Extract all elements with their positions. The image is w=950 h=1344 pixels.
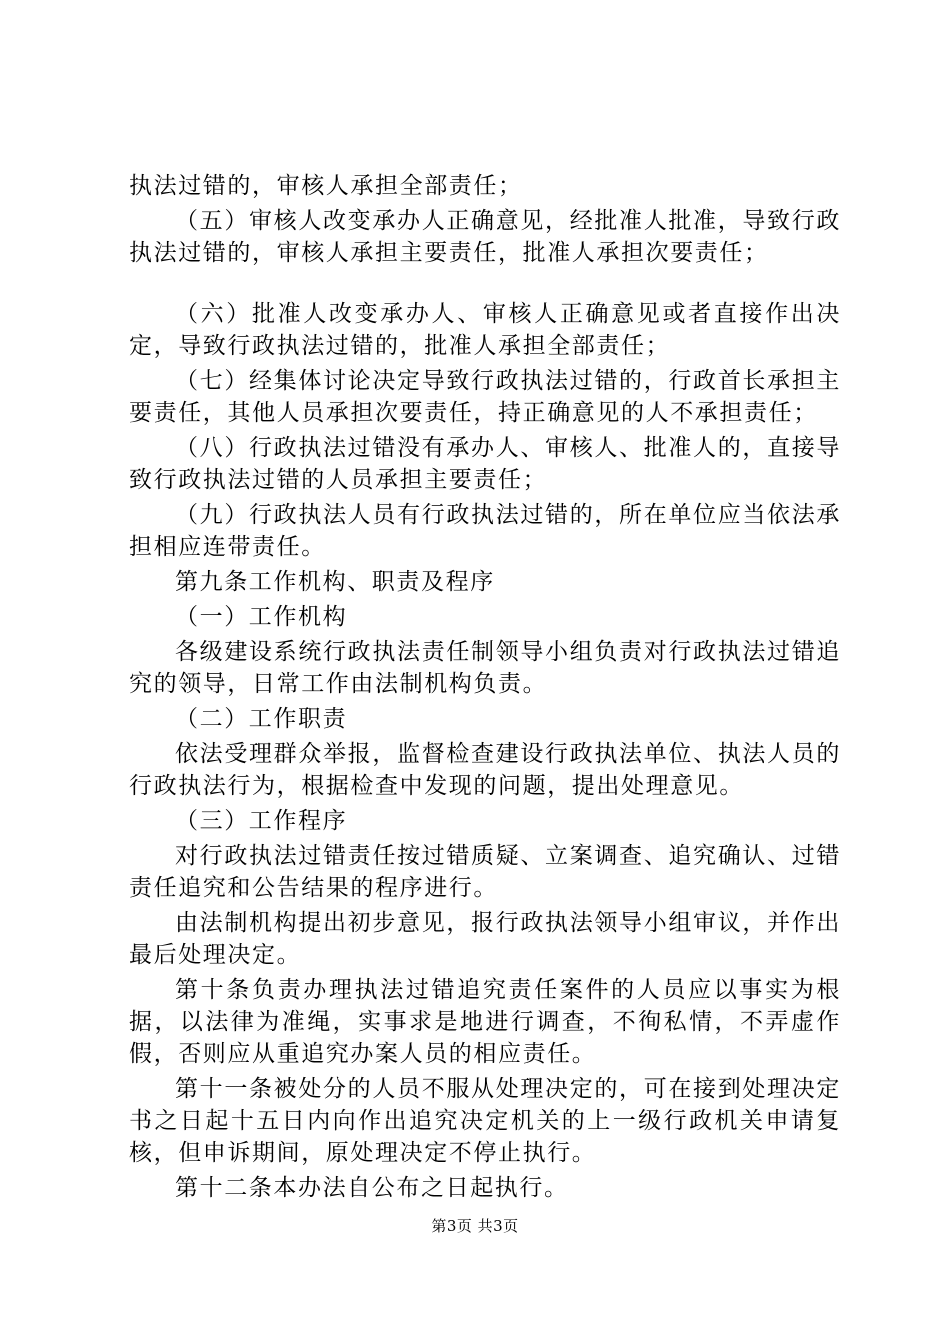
paragraph-3: （六）批准人改变承办人、审核人正确意见或者直接作出决定，导致行政执法过错的，批准人承担全部责任； [129, 301, 841, 359]
article-11: 第十一条被处分的人员不服从处理决定的，可在接到处理决定书之日起十五日内向作出追究决定机关的上一级行政机关申请复核，但申诉期间，原处理决定不停止执行。 [129, 1076, 841, 1166]
paragraph-4: （七）经集体讨论决定导致行政执法过错的，行政首长承担主要责任，其他人员承担次要责任，持正确意见的人不承担责任； [129, 368, 841, 426]
paragraph-9: 各级建设系统行政执法责任制领导小组负责对行政执法过错追究的领导，日常工作由法制机构负责。 [129, 639, 841, 697]
paragraph-gap [129, 272, 841, 298]
section-2-heading: （二）工作职责 [175, 706, 348, 732]
page-number-footer: 第3页 共3页 [431, 1217, 519, 1235]
article-12: 第十二条本办法自公布之日起执行。 [175, 1175, 569, 1201]
section-1-heading: （一）工作机构 [175, 604, 348, 630]
paragraph-5: （八）行政执法过错没有承办人、审核人、批准人的，直接导致行政执法过错的人员承担主要责任； [129, 435, 841, 493]
paragraph-11: 依法受理群众举报，监督检查建设行政执法单位、执法人员的行政执法行为，根据检查中发现的问题，提出处理意见。 [129, 741, 841, 799]
document-body [129, 170, 841, 1207]
section-3-heading: （三）工作程序 [175, 808, 348, 834]
paragraph-14: 由法制机构提出初步意见，报行政执法领导小组审议，并作出最后处理决定。 [129, 910, 841, 968]
paragraph-1: 执法过错的，审核人承担全部责任； [129, 173, 523, 199]
paragraph-13: 对行政执法过错责任按过错质疑、立案调查、追究确认、过错责任追究和公告结果的程序进行。 [129, 843, 841, 901]
paragraph-2: （五）审核人改变承办人正确意见，经批准人批准，导致行政执法过错的，审核人承担主要责任，批准人承担次要责任； [129, 208, 841, 266]
article-9-heading: 第九条工作机构、职责及程序 [175, 569, 495, 595]
article-10: 第十条负责办理执法过错追究责任案件的人员应以事实为根据，以法律为准绳，实事求是地进行调查，不徇私情，不弄虚作假，否则应从重追究办案人员的相应责任。 [129, 977, 841, 1067]
paragraph-6: （九）行政执法人员有行政执法过错的，所在单位应当依法承担相应连带责任。 [129, 502, 841, 560]
